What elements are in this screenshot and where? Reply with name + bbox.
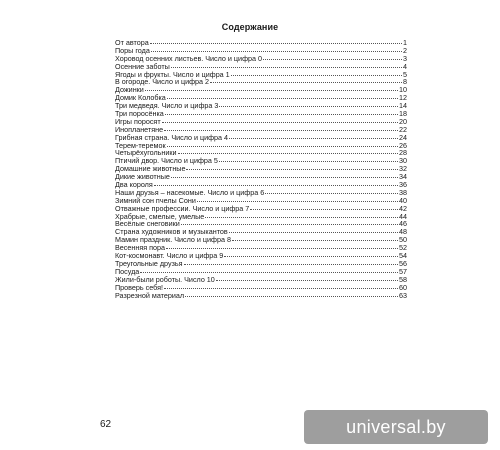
toc-entry-page: 4 [403, 61, 407, 71]
toc-entry-page: 44 [399, 211, 407, 221]
toc-entry-label: Разрезной материал [115, 290, 185, 300]
toc-entry-label: Наши друзья – насекомые. Число и цифра 6 [115, 187, 265, 197]
toc-leader-dots [229, 133, 398, 139]
toc-leader-dots [140, 267, 398, 273]
toc-entry-label: Весёлые снеговики [115, 219, 180, 229]
toc-entry-label: Дожинки [115, 85, 144, 95]
toc-entry-page: 28 [399, 148, 407, 158]
toc-leader-dots [231, 70, 402, 76]
toc-leader-dots [167, 93, 398, 99]
toc-leader-dots [154, 180, 398, 186]
toc-entry-label: Домашние животные [115, 164, 186, 174]
toc-leader-dots [219, 156, 398, 162]
toc-leader-dots [166, 243, 398, 249]
toc-entry-page: 10 [399, 85, 407, 95]
toc-leader-dots [165, 109, 398, 115]
toc-entry-label: Хоровод осенних листьев. Число и цифра 0 [115, 53, 262, 63]
toc-leader-dots [265, 188, 398, 194]
toc-entry [115, 292, 407, 300]
toc-entry-page: 54 [399, 251, 407, 261]
toc-leader-dots [216, 275, 398, 281]
toc-entry-page: 46 [399, 219, 407, 229]
toc-entry-label: Инопланетяне [115, 124, 164, 134]
toc-entry-label: Страна художников и музыкантов [115, 227, 228, 237]
toc-leader-dots [224, 251, 398, 257]
toc-leader-dots [205, 212, 398, 218]
toc-entry-label: Мамин праздник. Число и цифра 8 [115, 235, 231, 245]
toc-entry-page: 2 [403, 45, 407, 55]
toc-entry-label: Зимний сон пчелы Сони [115, 195, 196, 205]
toc-entry-page: 3 [403, 53, 407, 63]
toc-entry-label: Дикие животные [115, 172, 170, 182]
toc-entry-label: В огороде. Число и цифра 2 [115, 77, 209, 87]
toc-entry-label: Осенние заботы [115, 61, 170, 71]
toc-entry-label: Птичий двор. Число и цифра 5 [115, 156, 218, 166]
toc-entry-page: 36 [399, 180, 407, 190]
toc-leader-dots [186, 164, 398, 170]
toc-entry-label: Треугольные друзья [115, 258, 183, 268]
toc-leader-dots [263, 54, 402, 60]
toc-leader-dots [232, 235, 398, 241]
toc-entry-page: 42 [399, 203, 407, 213]
page-number: 62 [100, 419, 112, 430]
toc-entry-page: 12 [399, 93, 407, 103]
toc-leader-dots [164, 125, 398, 131]
toc-entry-label: Ягоды и фрукты. Число и цифра 1 [115, 69, 230, 79]
toc-entry-page: 57 [399, 266, 407, 276]
toc-entry-page: 56 [399, 258, 407, 268]
toc-entry-page: 5 [403, 69, 407, 79]
toc-entry-page: 14 [399, 101, 407, 111]
toc-entry-label: Два короля [115, 180, 153, 190]
toc-entry-page: 40 [399, 195, 407, 205]
toc-leader-dots [167, 141, 398, 147]
toc-entry-page: 8 [403, 77, 407, 87]
toc-entry-label: Грибная страна. Число и цифра 4 [115, 132, 229, 142]
toc-entry-page: 48 [399, 227, 407, 237]
toc-entry-page: 30 [399, 156, 407, 166]
toc-leader-dots [185, 291, 398, 297]
toc-leader-dots [162, 117, 398, 123]
toc-entry-page: 24 [399, 132, 407, 142]
toc-leader-dots [181, 219, 398, 225]
toc-entry-label: Игры поросят [115, 116, 161, 126]
toc-entry-label: Жили-были роботы. Число 10 [115, 274, 215, 284]
toc-entry-label: Посуда [115, 266, 140, 276]
toc-entry-label: Терем-теремок [115, 140, 166, 150]
toc-entry-label: Домик Колобка [115, 93, 166, 103]
toc-entry-page: 32 [399, 164, 407, 174]
toc-entry-page: 52 [399, 243, 407, 253]
toc-leader-dots [178, 148, 398, 154]
toc-leader-dots [250, 204, 398, 210]
toc-entry-page: 58 [399, 274, 407, 284]
toc-leader-dots [210, 77, 402, 83]
toc-entry-page: 60 [399, 282, 407, 292]
toc-leader-dots [171, 62, 402, 68]
toc-entry-label: От автора [115, 38, 149, 47]
toc-leader-dots [151, 46, 402, 52]
toc-list [115, 39, 407, 299]
toc-entry-label: Весенняя пора [115, 243, 165, 253]
toc-leader-dots [197, 196, 398, 202]
toc-leader-dots [164, 283, 398, 289]
toc-entry-page: 34 [399, 172, 407, 182]
toc-leader-dots [171, 172, 398, 178]
watermark: universal.by [304, 410, 488, 444]
toc-entry-page: 38 [399, 187, 407, 197]
toc-leader-dots [150, 38, 402, 44]
toc-entry-page: 20 [399, 116, 407, 126]
toc-leader-dots [219, 101, 398, 107]
toc-title: Содержание [221, 22, 279, 32]
toc-entry-page: 63 [399, 290, 407, 300]
toc-entry-label: Поры года [115, 45, 150, 55]
toc-leader-dots [229, 227, 398, 233]
toc-leader-dots [184, 259, 398, 265]
toc-entry-page: 26 [399, 140, 407, 150]
toc-entry-page: 22 [399, 124, 407, 134]
toc-entry-label: Четырёхугольники [115, 148, 177, 158]
toc-entry-page: 18 [399, 109, 407, 119]
toc-entry-label: Отважные профессии. Число и цифра 7 [115, 203, 250, 213]
toc-entry-label: Три медведя. Число и цифра 3 [115, 101, 219, 111]
toc-entry-label: Храбрые, смелые, умелые [115, 211, 205, 221]
toc-entry-label: Проверь себя! [115, 282, 163, 292]
toc-entry-page: 1 [403, 38, 407, 47]
toc-entry-page: 50 [399, 235, 407, 245]
toc-leader-dots [145, 85, 398, 91]
toc-entry-label: Три поросёнка [115, 109, 164, 119]
toc-entry-label: Кот-космонавт. Число и цифра 9 [115, 251, 224, 261]
